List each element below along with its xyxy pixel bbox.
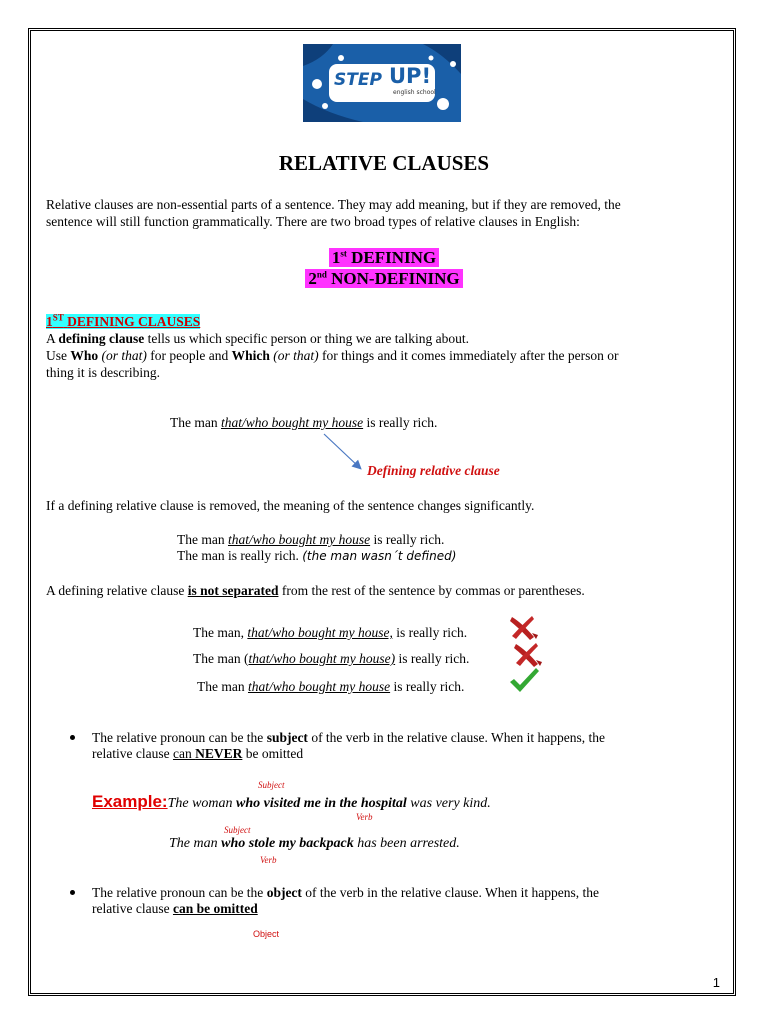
section1-line-3: thing it is describing.	[46, 365, 160, 380]
section-heading-defining: 1ST DEFINING CLAUSES	[46, 312, 201, 329]
bullet2-line-1: The relative pronoun can be the object of the verb in the relative clause. When it happens, the	[92, 885, 599, 900]
logo-step: STEP	[334, 70, 382, 90]
page-number: 1	[712, 975, 720, 990]
comma-example-1: The man, that/who bought my house, is really rich.	[193, 625, 468, 640]
bullet1-line-2: relative clause can NEVER be omitted	[92, 746, 304, 761]
type-defining: 1st DEFINING	[0, 248, 768, 268]
subject-example-1: Example:The woman who visited me in the hospital was very kind.	[92, 792, 491, 811]
comma-example-3: The man that/who bought my house is really rich.	[197, 679, 465, 694]
bullet1-line-1: The relative pronoun can be the subject of the verb in the relative clause. When it happens, the	[92, 730, 605, 745]
bullet2-line-2: relative clause can be omitted	[92, 901, 258, 916]
wrong-cross-icon	[512, 640, 544, 668]
subject-example-2: The man who stole my backpack has been arrested.	[169, 836, 460, 851]
example-sentence-1: The man that/who bought my house is really rich.	[170, 415, 438, 430]
section1-line-2: Use Who (or that) for people and Which (or that) for things and it comes immediately after the person or	[46, 348, 619, 363]
bullet-icon	[70, 890, 75, 895]
logo-up: UP!	[389, 64, 432, 88]
arrow-icon	[320, 432, 370, 474]
separation-rule: A defining relative clause is not separated from the rest of the sentence by commas or parentheses.	[46, 583, 585, 598]
removed-explanation: If a defining relative clause is removed, the meaning of the sentence changes significantly.	[46, 498, 535, 513]
correct-check-icon	[508, 666, 540, 694]
wrong-cross-icon	[508, 613, 540, 641]
section1-line-1: A defining clause tells us which specific person or thing we are talking about.	[46, 331, 469, 346]
intro-line-2: sentence will still function grammatically. There are two broad types of relative clauses in English:	[46, 214, 580, 229]
example-sentence-2: The man that/who bought my house is really rich.	[177, 532, 445, 547]
intro-line-1: Relative clauses are non-essential parts of a sentence. They may add meaning, but if they are removed, the	[46, 197, 621, 212]
object-label: Object	[253, 929, 280, 939]
page-title: RELATIVE CLAUSES	[278, 151, 490, 175]
comma-example-2: The man (that/who bought my house) is really rich.	[193, 651, 470, 666]
bullet-icon	[70, 735, 75, 740]
step-up-logo	[303, 44, 461, 122]
example-sentence-3: The man is really rich. (the man wasn´t defined)	[177, 548, 457, 563]
verb-label: Verb	[260, 855, 277, 865]
subject-label: Subject	[258, 780, 285, 790]
verb-label: Verb	[356, 812, 373, 822]
defining-clause-label: Defining relative clause	[367, 463, 500, 478]
subject-label: Subject	[224, 825, 251, 835]
type-non-defining: 2nd NON-DEFINING	[0, 269, 768, 289]
logo-sub: english school	[393, 89, 436, 96]
